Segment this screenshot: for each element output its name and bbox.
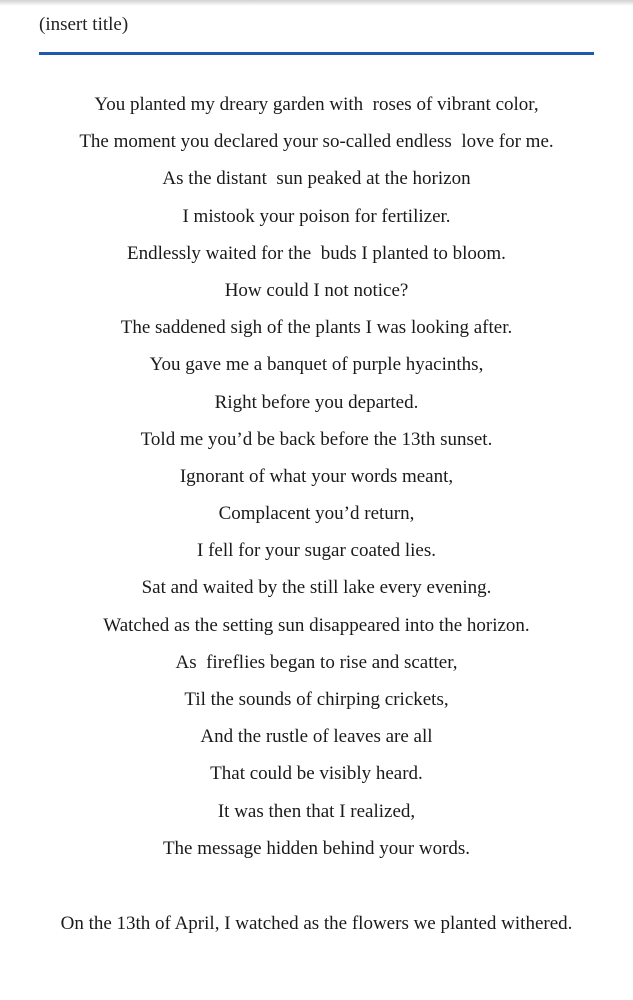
poem-line[interactable]: Endlessly waited for the buds I planted to bloom. <box>127 242 506 264</box>
final-stanza[interactable]: On the 13th of April, I watched as the flowers we planted withered. <box>60 913 573 934</box>
poem-line[interactable]: It was then that I realized, <box>217 800 416 822</box>
poem-line[interactable]: I fell for your sugar coated lies. <box>197 540 436 562</box>
poem-line[interactable]: As fireflies began to rise and scatter, <box>175 651 458 673</box>
poem-line[interactable]: How could I not notice? <box>224 279 409 301</box>
poem-line[interactable]: The moment you declared your so-called endless love for me. <box>79 131 554 153</box>
poem-line[interactable]: Til the sounds of chirping crickets, <box>184 689 449 710</box>
poem-line[interactable]: That could be visibly heard. <box>210 763 423 785</box>
poem-line[interactable]: Told me you’d be back before the 13th sunset. <box>140 428 493 450</box>
poem-line[interactable]: The message hidden behind your words. <box>162 837 471 859</box>
poem-line[interactable]: You gave me a banquet of purple hyacinths, <box>149 354 484 376</box>
poem-line[interactable]: Ignorant of what your words meant, <box>179 465 454 487</box>
poem-line[interactable]: And the rustle of leaves are all <box>200 726 433 748</box>
poem-line[interactable]: You planted my dreary garden with roses of vibrant color, <box>94 94 539 115</box>
top-edge-shadow <box>0 0 633 6</box>
poem-line[interactable]: Right before you departed. <box>214 391 419 413</box>
poem-line[interactable]: I mistook your poison for fertilizer. <box>182 205 451 227</box>
poem-line[interactable]: Complacent you’d return, <box>218 503 415 525</box>
poem-line[interactable]: The saddened sigh of the plants I was looking after. <box>120 317 513 339</box>
poem-line[interactable]: Sat and waited by the still lake every evening. <box>141 577 492 599</box>
title-divider <box>39 52 594 55</box>
document-title[interactable]: (insert title) <box>39 14 129 35</box>
poem-line[interactable]: As the distant sun peaked at the horizon <box>162 168 471 190</box>
poem-line[interactable]: Watched as the setting sun disappeared into the horizon. <box>103 614 530 636</box>
poem-body <box>0 86 633 867</box>
